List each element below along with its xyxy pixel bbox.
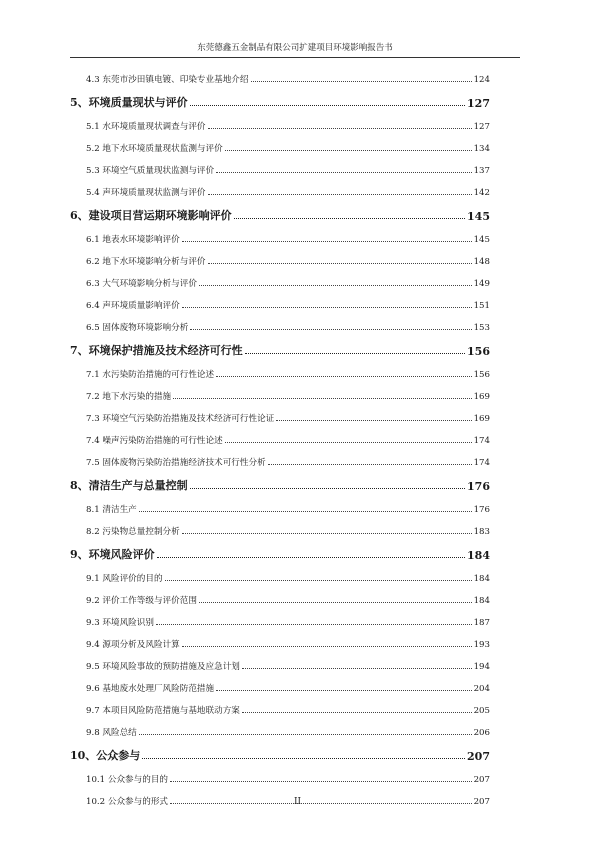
toc-entry-page-number: 156 [467, 345, 490, 358]
toc-entry-label: 7.1 水污染防治措施的可行性论述 [86, 370, 215, 380]
dot-leader [170, 781, 472, 782]
toc-entry-label: 8.1 清洁生产 [86, 505, 137, 515]
dot-leader [157, 557, 465, 558]
toc-entry-label: 4.3 东莞市沙田镇电镀、印染专业基地介绍 [86, 75, 249, 85]
toc-section-entry[interactable] [70, 427, 490, 449]
toc-entry-label: 6.1 地表水环境影响评价 [86, 235, 180, 245]
toc-entry-page-number: 174 [473, 458, 490, 468]
toc-entry-label: 9.8 风险总结 [86, 728, 137, 738]
dot-leader [276, 420, 471, 421]
toc-entry-label: 9.5 环境风险事故的预防措施及应急计划 [86, 662, 240, 672]
toc-entry-page-number: 184 [473, 574, 490, 584]
toc-section-entry[interactable] [70, 383, 490, 405]
toc-section-entry[interactable] [70, 361, 490, 383]
toc-entry-label: 10.2 公众参与的形式 [86, 797, 169, 807]
toc-entry-page-number: 151 [473, 301, 490, 311]
dot-leader [208, 263, 472, 264]
toc-section-entry[interactable] [70, 66, 490, 88]
toc-chapter-entry[interactable] [70, 741, 490, 766]
toc-entry-page-number: 205 [473, 706, 490, 716]
dot-leader [182, 533, 472, 534]
toc-section-entry[interactable] [70, 157, 490, 179]
toc-entry-label: 6、建设项目营运期环境影响评价 [70, 209, 232, 222]
toc-entry-page-number: 206 [473, 728, 490, 738]
toc-section-entry[interactable] [70, 248, 490, 270]
dot-leader [173, 398, 471, 399]
toc-entry-page-number: 194 [473, 662, 490, 672]
page-footer [0, 797, 595, 807]
toc-entry-page-number: 183 [473, 527, 490, 537]
dot-leader [245, 353, 465, 354]
dot-leader [156, 624, 472, 625]
toc-entry-label: 9、环境风险评价 [70, 548, 155, 561]
toc-entry-page-number: 148 [473, 257, 490, 267]
toc-entry-label: 9.4 源项分析及风险计算 [86, 640, 180, 650]
dot-leader [182, 241, 472, 242]
toc-entry-page-number: 207 [473, 775, 490, 785]
toc-entry-page-number: 176 [473, 505, 490, 515]
toc-section-entry[interactable] [70, 587, 490, 609]
dot-leader [139, 734, 472, 735]
toc-entry-page-number: 184 [473, 596, 490, 606]
dot-leader [225, 150, 472, 151]
dot-leader [225, 442, 472, 443]
toc-entry-page-number: 184 [467, 549, 490, 562]
toc-entry-label: 9.6 基地废水处理厂风险防范措施 [86, 684, 215, 694]
page-number: II [293, 797, 302, 807]
toc-entry-page-number: 207 [473, 797, 490, 807]
dot-leader [208, 128, 472, 129]
toc-section-entry[interactable] [70, 113, 490, 135]
toc-entry-label: 7.5 固体废物污染防治措施经济技术可行性分析 [86, 458, 266, 468]
toc-entry-page-number: 204 [473, 684, 490, 694]
toc-entry-page-number: 124 [473, 75, 490, 85]
toc-entry-label: 7.4 噪声污染防治措施的可行性论述 [86, 436, 223, 446]
dot-leader [251, 81, 472, 82]
toc-entry-label: 9.3 环境风险识别 [86, 618, 154, 628]
toc-section-entry[interactable] [70, 631, 490, 653]
toc-entry-page-number: 176 [467, 480, 490, 493]
toc-entry-label: 10.1 公众参与的目的 [86, 775, 169, 785]
toc-entry-label: 7.3 环境空气污染防治措施及技术经济可行性论证 [86, 414, 275, 424]
dot-leader [182, 307, 472, 308]
toc-section-entry[interactable] [70, 496, 490, 518]
toc-entry-label: 5.4 声环境质量现状监测与评价 [86, 188, 206, 198]
dot-leader [268, 464, 472, 465]
toc-entry-label: 9.7 本项目风险防范措施与基地联动方案 [86, 706, 240, 716]
toc-entry-page-number: 134 [473, 144, 490, 154]
toc-chapter-entry[interactable] [70, 471, 490, 496]
toc-entry-label: 5、环境质量现状与评价 [70, 96, 188, 109]
toc-section-entry[interactable] [70, 226, 490, 248]
table-of-contents [70, 66, 490, 810]
toc-entry-page-number: 193 [473, 640, 490, 650]
toc-entry-label: 7、环境保护措施及技术经济可行性 [70, 344, 243, 357]
toc-entry-label: 9.2 评价工作等级与评价范围 [86, 596, 197, 606]
dot-leader [190, 329, 471, 330]
dot-leader [165, 580, 472, 581]
toc-entry-label: 6.2 地下水环境影响分析与评价 [86, 257, 206, 267]
toc-entry-page-number: 127 [467, 97, 490, 110]
toc-section-entry[interactable] [70, 609, 490, 631]
toc-section-entry[interactable] [70, 135, 490, 157]
toc-entry-page-number: 187 [473, 618, 490, 628]
toc-section-entry[interactable] [70, 766, 490, 788]
toc-entry-label: 5.1 水环境质量现状调查与评价 [86, 122, 206, 132]
dot-leader [142, 758, 465, 759]
header-title: 东莞德鑫五金制品有限公司扩建项目环境影响报告书 [197, 43, 393, 53]
toc-entry-page-number: 127 [473, 122, 490, 132]
toc-entry-page-number: 169 [473, 414, 490, 424]
toc-chapter-entry[interactable] [70, 540, 490, 565]
toc-section-entry[interactable] [70, 314, 490, 336]
dot-leader [234, 218, 465, 219]
dot-leader [182, 646, 472, 647]
toc-entry-label: 10、公众参与 [70, 749, 141, 762]
toc-entry-label: 6.4 声环境质量影响评价 [86, 301, 180, 311]
dot-leader [190, 488, 465, 489]
toc-entry-page-number: 145 [467, 210, 490, 223]
toc-entry-label: 9.1 风险评价的目的 [86, 574, 163, 584]
toc-entry-label: 8、清洁生产与总量控制 [70, 479, 188, 492]
toc-section-entry[interactable] [70, 697, 490, 719]
dot-leader [216, 172, 471, 173]
toc-entry-page-number: 153 [473, 323, 490, 333]
toc-section-entry[interactable] [70, 449, 490, 471]
toc-section-entry[interactable] [70, 565, 490, 587]
dot-leader [242, 712, 472, 713]
dot-leader [242, 668, 472, 669]
toc-entry-page-number: 156 [473, 370, 490, 380]
toc-section-entry[interactable] [70, 719, 490, 741]
dot-leader [216, 376, 471, 377]
toc-entry-page-number: 169 [473, 392, 490, 402]
toc-section-entry[interactable] [70, 653, 490, 675]
toc-entry-label: 6.3 大气环境影响分析与评价 [86, 279, 197, 289]
dot-leader [139, 511, 472, 512]
toc-entry-label: 7.2 地下水污染的措施 [86, 392, 172, 402]
toc-section-entry[interactable] [70, 675, 490, 697]
toc-section-entry[interactable] [70, 270, 490, 292]
toc-section-entry[interactable] [70, 518, 490, 540]
toc-entry-page-number: 142 [473, 188, 490, 198]
toc-entry-page-number: 137 [473, 166, 490, 176]
toc-entry-label: 5.2 地下水环境质量现状监测与评价 [86, 144, 223, 154]
dot-leader [190, 105, 465, 106]
toc-entry-label: 8.2 污染物总量控制分析 [86, 527, 180, 537]
toc-section-entry[interactable] [70, 292, 490, 314]
toc-chapter-entry[interactable] [70, 201, 490, 226]
toc-chapter-entry[interactable] [70, 336, 490, 361]
toc-entry-label: 6.5 固体废物环境影响分析 [86, 323, 189, 333]
toc-entry-page-number: 174 [473, 436, 490, 446]
toc-entry-page-number: 149 [473, 279, 490, 289]
toc-section-entry[interactable] [70, 179, 490, 201]
toc-chapter-entry[interactable] [70, 88, 490, 113]
toc-entry-page-number: 145 [473, 235, 490, 245]
toc-entry-label: 5.3 环境空气质量现状监测与评价 [86, 166, 215, 176]
running-header [70, 40, 520, 58]
dot-leader [199, 285, 472, 286]
dot-leader [216, 690, 471, 691]
toc-entry-page-number: 207 [467, 750, 490, 763]
toc-section-entry[interactable] [70, 405, 490, 427]
dot-leader [208, 194, 472, 195]
dot-leader [199, 602, 472, 603]
